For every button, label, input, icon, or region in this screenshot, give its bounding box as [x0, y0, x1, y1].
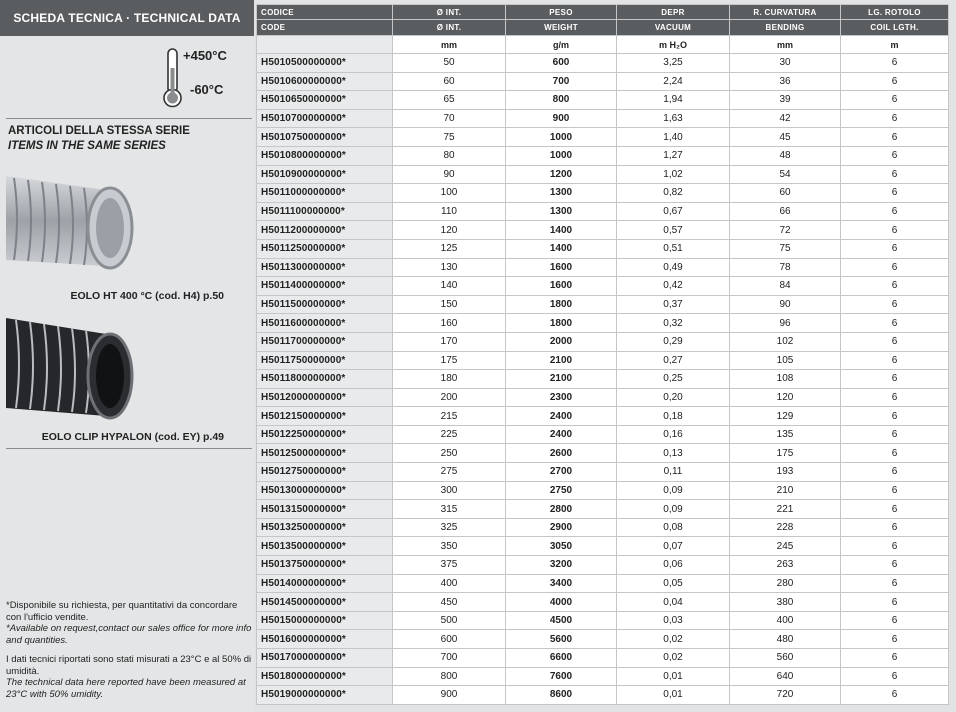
cell-weight: 2900 [506, 518, 617, 537]
cell-vacuum: 0,09 [617, 481, 730, 500]
cell-weight: 7600 [506, 667, 617, 686]
cell-inner-diameter: 160 [393, 314, 506, 333]
cell-weight: 4000 [506, 593, 617, 612]
table-row [257, 314, 949, 333]
cell-bending-radius: 720 [730, 686, 841, 705]
cell-inner-diameter: 125 [393, 239, 506, 258]
cell-vacuum: 1,02 [617, 165, 730, 184]
cell-vacuum: 1,63 [617, 109, 730, 128]
cell-bending-radius: 400 [730, 611, 841, 630]
cell-weight: 1400 [506, 221, 617, 240]
cell-bending-radius: 560 [730, 649, 841, 668]
cell-code: H5011250000000* [257, 239, 393, 258]
cell-coil-length: 6 [841, 332, 949, 351]
header-bending-radius-it: R. CURVATURA [730, 5, 841, 20]
cell-coil-length: 6 [841, 146, 949, 165]
table-row [257, 444, 949, 463]
max-temperature: +450°C [183, 48, 227, 63]
related-series-heading [8, 124, 190, 154]
cell-weight: 1600 [506, 258, 617, 277]
cell-coil-length: 6 [841, 128, 949, 147]
cell-bending-radius: 96 [730, 314, 841, 333]
table-row [257, 686, 949, 705]
note-conditions-en: The technical data here reported have been measured at 23°C with 50% umidity. [6, 677, 246, 700]
table-row [257, 109, 949, 128]
cell-vacuum: 1,94 [617, 91, 730, 110]
cell-coil-length: 6 [841, 91, 949, 110]
cell-code: H5011800000000* [257, 370, 393, 389]
cell-coil-length: 6 [841, 686, 949, 705]
cell-weight: 900 [506, 109, 617, 128]
table-body [257, 36, 949, 705]
cell-bending-radius: 210 [730, 481, 841, 500]
cell-bending-radius: 105 [730, 351, 841, 370]
related-series-title-en: ITEMS IN THE SAME SERIES [8, 140, 166, 152]
table-row [257, 128, 949, 147]
cell-weight: 2400 [506, 407, 617, 426]
cell-code: H5013750000000* [257, 556, 393, 575]
table-row [257, 556, 949, 575]
header-coil-length-it: LG. ROTOLO [841, 5, 949, 20]
cell-inner-diameter: 60 [393, 72, 506, 91]
cell-vacuum: 1,27 [617, 146, 730, 165]
cell-inner-diameter: 300 [393, 481, 506, 500]
sidebar-title: SCHEDA TECNICA · TECHNICAL DATA [0, 0, 254, 36]
cell-coil-length: 6 [841, 481, 949, 500]
cell-coil-length: 6 [841, 537, 949, 556]
header-coil-length-en: COIL LGTH. [841, 20, 949, 36]
thermometer-icon [160, 46, 184, 110]
cell-coil-length: 6 [841, 407, 949, 426]
footnotes [6, 600, 252, 700]
cell-coil-length: 6 [841, 184, 949, 203]
cell-coil-length: 6 [841, 258, 949, 277]
note-conditions-it: I dati tecnici riportati sono stati misurati a 23°C e al 50% di umidità. [6, 654, 252, 677]
cell-bending-radius: 108 [730, 370, 841, 389]
table-row [257, 649, 949, 668]
divider [6, 448, 252, 449]
cell-vacuum: 3,25 [617, 54, 730, 73]
table-row [257, 54, 949, 73]
cell-coil-length: 6 [841, 370, 949, 389]
cell-vacuum: 0,09 [617, 500, 730, 519]
cell-weight: 1800 [506, 314, 617, 333]
table-row [257, 481, 949, 500]
cell-weight: 3050 [506, 537, 617, 556]
cell-code: H5011600000000* [257, 314, 393, 333]
cell-coil-length: 6 [841, 425, 949, 444]
cell-inner-diameter: 200 [393, 388, 506, 407]
cell-inner-diameter: 170 [393, 332, 506, 351]
cell-inner-diameter: 50 [393, 54, 506, 73]
cell-inner-diameter: 175 [393, 351, 506, 370]
table-row [257, 72, 949, 91]
cell-code: H5012250000000* [257, 425, 393, 444]
cell-weight: 1000 [506, 128, 617, 147]
cell-weight: 1300 [506, 202, 617, 221]
table-row [257, 425, 949, 444]
cell-vacuum: 0,02 [617, 649, 730, 668]
cell-coil-length: 6 [841, 574, 949, 593]
cell-weight: 1000 [506, 146, 617, 165]
cell-weight: 2000 [506, 332, 617, 351]
product-caption-eolo-ht: EOLO HT 400 °C (cod. H4) p.50 [70, 290, 224, 302]
cell-code: H5015000000000* [257, 611, 393, 630]
cell-vacuum: 0,67 [617, 202, 730, 221]
cell-weight: 8600 [506, 686, 617, 705]
header-vacuum-it: DEPR [617, 5, 730, 20]
cell-weight: 3200 [506, 556, 617, 575]
cell-coil-length: 6 [841, 54, 949, 73]
cell-inner-diameter: 500 [393, 611, 506, 630]
cell-vacuum: 0,01 [617, 686, 730, 705]
cell-weight: 2600 [506, 444, 617, 463]
cell-vacuum: 0,42 [617, 277, 730, 296]
cell-coil-length: 6 [841, 518, 949, 537]
table-row [257, 407, 949, 426]
cell-inner-diameter: 70 [393, 109, 506, 128]
cell-code: H5017000000000* [257, 649, 393, 668]
cell-code: H5016000000000* [257, 630, 393, 649]
table-row [257, 667, 949, 686]
header-vacuum-en: VACUUM [617, 20, 730, 36]
cell-code: H5012000000000* [257, 388, 393, 407]
product-caption-eolo-clip: EOLO CLIP HYPALON (cod. EY) p.49 [41, 431, 224, 443]
cell-bending-radius: 120 [730, 388, 841, 407]
cell-vacuum: 0,01 [617, 667, 730, 686]
table-row [257, 258, 949, 277]
cell-bending-radius: 175 [730, 444, 841, 463]
cell-vacuum: 0,13 [617, 444, 730, 463]
unit-coil-length: m [841, 36, 949, 54]
table-row [257, 537, 949, 556]
cell-inner-diameter: 250 [393, 444, 506, 463]
cell-inner-diameter: 110 [393, 202, 506, 221]
cell-vacuum: 0,08 [617, 518, 730, 537]
cell-vacuum: 0,37 [617, 295, 730, 314]
header-row-en [257, 20, 949, 36]
cell-weight: 1300 [506, 184, 617, 203]
cell-coil-length: 6 [841, 109, 949, 128]
note-availability-it: *Disponibile su richiesta, per quantitativi da concordare con l'ufficio vendite. [6, 600, 238, 623]
cell-code: H5013150000000* [257, 500, 393, 519]
cell-code: H5010800000000* [257, 146, 393, 165]
cell-weight: 1800 [506, 295, 617, 314]
cell-vacuum: 0,04 [617, 593, 730, 612]
cell-coil-length: 6 [841, 351, 949, 370]
cell-coil-length: 6 [841, 630, 949, 649]
divider [6, 118, 252, 119]
cell-vacuum: 0,11 [617, 463, 730, 482]
cell-bending-radius: 66 [730, 202, 841, 221]
cell-coil-length: 6 [841, 667, 949, 686]
cell-code: H5010900000000* [257, 165, 393, 184]
cell-inner-diameter: 225 [393, 425, 506, 444]
cell-code: H5011200000000* [257, 221, 393, 240]
cell-coil-length: 6 [841, 593, 949, 612]
cell-code: H5011000000000* [257, 184, 393, 203]
cell-weight: 2100 [506, 351, 617, 370]
cell-bending-radius: 36 [730, 72, 841, 91]
cell-bending-radius: 60 [730, 184, 841, 203]
technical-data-table [256, 4, 949, 705]
cell-inner-diameter: 375 [393, 556, 506, 575]
table-row [257, 351, 949, 370]
cell-coil-length: 6 [841, 649, 949, 668]
cell-vacuum: 0,27 [617, 351, 730, 370]
cell-code: H5014000000000* [257, 574, 393, 593]
cell-bending-radius: 84 [730, 277, 841, 296]
table-row [257, 295, 949, 314]
cell-code: H5013500000000* [257, 537, 393, 556]
cell-vacuum: 0,49 [617, 258, 730, 277]
unit-weight: g/m [506, 36, 617, 54]
cell-weight: 2400 [506, 425, 617, 444]
cell-coil-length: 6 [841, 277, 949, 296]
table-row [257, 239, 949, 258]
cell-inner-diameter: 75 [393, 128, 506, 147]
cell-weight: 2800 [506, 500, 617, 519]
cell-inner-diameter: 120 [393, 221, 506, 240]
cell-inner-diameter: 140 [393, 277, 506, 296]
cell-weight: 3400 [506, 574, 617, 593]
cell-code: H5012150000000* [257, 407, 393, 426]
table-row [257, 463, 949, 482]
cell-inner-diameter: 450 [393, 593, 506, 612]
cell-weight: 800 [506, 91, 617, 110]
cell-weight: 1200 [506, 165, 617, 184]
cell-code: H5010700000000* [257, 109, 393, 128]
cell-bending-radius: 48 [730, 146, 841, 165]
cell-inner-diameter: 700 [393, 649, 506, 668]
header-weight-en: WEIGHT [506, 20, 617, 36]
cell-bending-radius: 42 [730, 109, 841, 128]
table-header [257, 5, 949, 36]
table-row [257, 574, 949, 593]
cell-coil-length: 6 [841, 611, 949, 630]
cell-inner-diameter: 130 [393, 258, 506, 277]
cell-code: H5011300000000* [257, 258, 393, 277]
cell-coil-length: 6 [841, 295, 949, 314]
cell-inner-diameter: 600 [393, 630, 506, 649]
cell-coil-length: 6 [841, 444, 949, 463]
cell-bending-radius: 245 [730, 537, 841, 556]
table-row [257, 388, 949, 407]
sidebar [0, 0, 254, 712]
cell-code: H5011400000000* [257, 277, 393, 296]
min-temperature: -60°C [190, 82, 224, 97]
cell-bending-radius: 90 [730, 295, 841, 314]
temperature-range [160, 46, 250, 110]
cell-bending-radius: 640 [730, 667, 841, 686]
cell-inner-diameter: 180 [393, 370, 506, 389]
cell-bending-radius: 280 [730, 574, 841, 593]
unit-bending-radius: mm [730, 36, 841, 54]
cell-inner-diameter: 90 [393, 165, 506, 184]
cell-code: H5012500000000* [257, 444, 393, 463]
hose-aluminium-image [6, 168, 136, 278]
cell-inner-diameter: 900 [393, 686, 506, 705]
hose-black-image [6, 316, 136, 426]
table-row [257, 277, 949, 296]
cell-weight: 4500 [506, 611, 617, 630]
cell-code: H5014500000000* [257, 593, 393, 612]
cell-code: H5011100000000* [257, 202, 393, 221]
table-row [257, 500, 949, 519]
cell-vacuum: 0,29 [617, 332, 730, 351]
cell-bending-radius: 380 [730, 593, 841, 612]
cell-code: H5013000000000* [257, 481, 393, 500]
cell-vacuum: 0,06 [617, 556, 730, 575]
cell-bending-radius: 135 [730, 425, 841, 444]
cell-bending-radius: 54 [730, 165, 841, 184]
table-row [257, 202, 949, 221]
table-row [257, 332, 949, 351]
units-row [257, 36, 949, 54]
cell-inner-diameter: 80 [393, 146, 506, 165]
cell-code: H5010500000000* [257, 54, 393, 73]
related-series-title-it: ARTICOLI DELLA STESSA SERIE [8, 125, 190, 137]
cell-coil-length: 6 [841, 239, 949, 258]
cell-vacuum: 0,20 [617, 388, 730, 407]
cell-bending-radius: 30 [730, 54, 841, 73]
cell-coil-length: 6 [841, 314, 949, 333]
cell-code: H5011700000000* [257, 332, 393, 351]
cell-coil-length: 6 [841, 388, 949, 407]
cell-vacuum: 0,05 [617, 574, 730, 593]
cell-weight: 2750 [506, 481, 617, 500]
cell-bending-radius: 39 [730, 91, 841, 110]
cell-vacuum: 0,02 [617, 630, 730, 649]
cell-weight: 1600 [506, 277, 617, 296]
cell-inner-diameter: 400 [393, 574, 506, 593]
table-row [257, 518, 949, 537]
header-inner-diameter-it: Ø INT. [393, 5, 506, 20]
cell-weight: 5600 [506, 630, 617, 649]
cell-inner-diameter: 150 [393, 295, 506, 314]
cell-coil-length: 6 [841, 500, 949, 519]
cell-coil-length: 6 [841, 221, 949, 240]
table-row [257, 184, 949, 203]
cell-vacuum: 0,16 [617, 425, 730, 444]
cell-code: H5010650000000* [257, 91, 393, 110]
cell-coil-length: 6 [841, 556, 949, 575]
cell-vacuum: 0,18 [617, 407, 730, 426]
cell-code: H5010750000000* [257, 128, 393, 147]
cell-vacuum: 0,82 [617, 184, 730, 203]
cell-coil-length: 6 [841, 202, 949, 221]
table-row [257, 370, 949, 389]
cell-bending-radius: 102 [730, 332, 841, 351]
cell-code: H5019000000000* [257, 686, 393, 705]
cell-bending-radius: 263 [730, 556, 841, 575]
table-row [257, 611, 949, 630]
cell-inner-diameter: 100 [393, 184, 506, 203]
table-row [257, 91, 949, 110]
unit-code [257, 36, 393, 54]
unit-inner-diameter: mm [393, 36, 506, 54]
cell-coil-length: 6 [841, 463, 949, 482]
cell-vacuum: 0,32 [617, 314, 730, 333]
note-availability-en: *Available on request,contact our sales office for more info and quantities. [6, 623, 252, 646]
table-row [257, 630, 949, 649]
header-weight-it: PESO [506, 5, 617, 20]
table-row [257, 165, 949, 184]
cell-coil-length: 6 [841, 165, 949, 184]
header-code-en: CODE [257, 20, 393, 36]
cell-inner-diameter: 275 [393, 463, 506, 482]
cell-code: H5013250000000* [257, 518, 393, 537]
header-code-it: CODICE [257, 5, 393, 20]
cell-weight: 600 [506, 54, 617, 73]
table-row [257, 593, 949, 612]
cell-inner-diameter: 315 [393, 500, 506, 519]
cell-bending-radius: 480 [730, 630, 841, 649]
cell-vacuum: 0,03 [617, 611, 730, 630]
cell-bending-radius: 129 [730, 407, 841, 426]
cell-weight: 6600 [506, 649, 617, 668]
cell-vacuum: 0,07 [617, 537, 730, 556]
cell-code: H5010600000000* [257, 72, 393, 91]
cell-vacuum: 0,51 [617, 239, 730, 258]
cell-code: H5018000000000* [257, 667, 393, 686]
cell-vacuum: 2,24 [617, 72, 730, 91]
cell-code: H5011750000000* [257, 351, 393, 370]
cell-bending-radius: 45 [730, 128, 841, 147]
cell-bending-radius: 193 [730, 463, 841, 482]
header-bending-radius-en: BENDING [730, 20, 841, 36]
cell-weight: 2100 [506, 370, 617, 389]
cell-code: H5011500000000* [257, 295, 393, 314]
cell-weight: 2700 [506, 463, 617, 482]
cell-bending-radius: 221 [730, 500, 841, 519]
cell-bending-radius: 78 [730, 258, 841, 277]
cell-vacuum: 0,57 [617, 221, 730, 240]
cell-coil-length: 6 [841, 72, 949, 91]
cell-code: H5012750000000* [257, 463, 393, 482]
cell-weight: 700 [506, 72, 617, 91]
table-row [257, 146, 949, 165]
cell-inner-diameter: 350 [393, 537, 506, 556]
cell-bending-radius: 75 [730, 239, 841, 258]
cell-inner-diameter: 325 [393, 518, 506, 537]
cell-weight: 1400 [506, 239, 617, 258]
cell-inner-diameter: 65 [393, 91, 506, 110]
cell-vacuum: 1,40 [617, 128, 730, 147]
header-row-it [257, 5, 949, 20]
cell-bending-radius: 228 [730, 518, 841, 537]
unit-vacuum: m H₂O [617, 36, 730, 54]
cell-inner-diameter: 215 [393, 407, 506, 426]
cell-vacuum: 0,25 [617, 370, 730, 389]
table-row [257, 221, 949, 240]
header-inner-diameter-en: Ø INT. [393, 20, 506, 36]
cell-weight: 2300 [506, 388, 617, 407]
cell-inner-diameter: 800 [393, 667, 506, 686]
cell-bending-radius: 72 [730, 221, 841, 240]
